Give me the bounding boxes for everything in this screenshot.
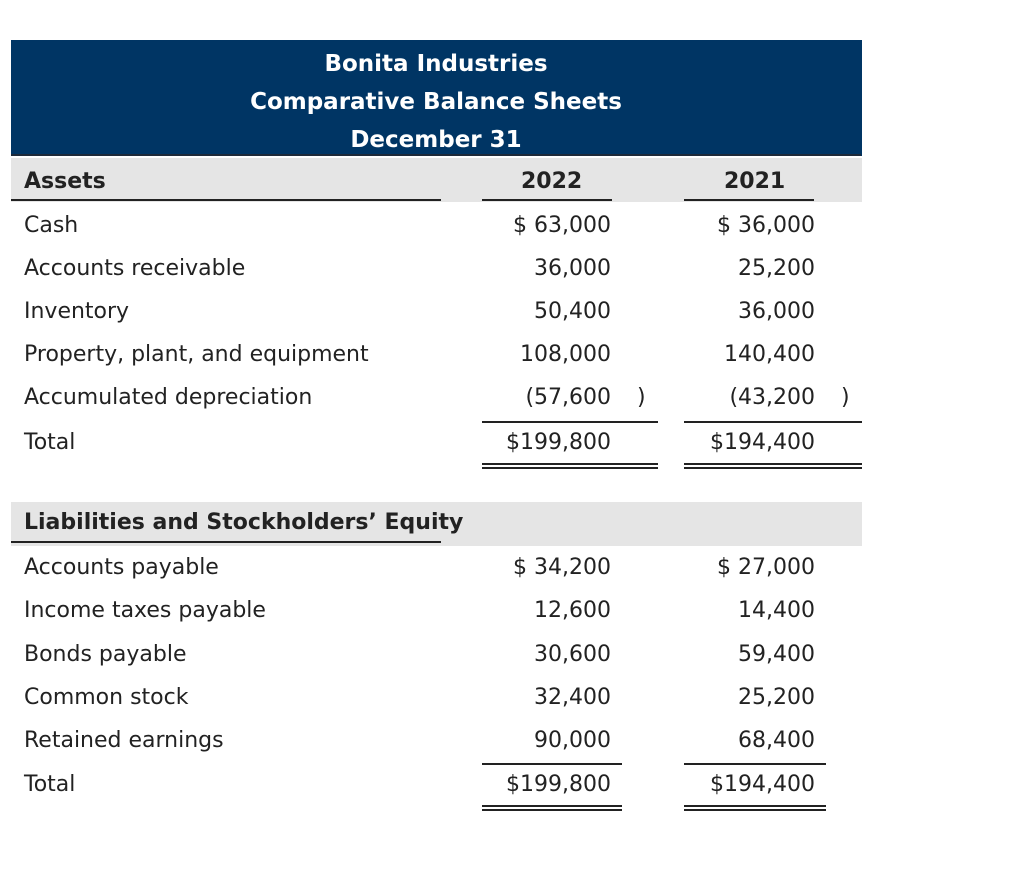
total-double-rule-2022 <box>482 463 658 469</box>
subtotal-rule-2021 <box>684 421 862 423</box>
liability-row-2022: 32,400 <box>534 685 611 710</box>
col-2022-heading: 2022 <box>521 169 583 194</box>
paren-close-2021: ) <box>841 385 850 410</box>
liability-row-2021: $ 27,000 <box>717 555 815 580</box>
liabilities-total-label: Total <box>24 772 76 797</box>
asset-row-2022: 108,000 <box>520 342 611 367</box>
liability-row-label: Accounts payable <box>24 555 219 580</box>
liability-row-2021: 14,400 <box>738 598 815 623</box>
liability-row-label: Bonds payable <box>24 642 187 667</box>
assets-heading-underline <box>11 199 441 201</box>
assets-total-2022: $199,800 <box>506 430 611 455</box>
assets-total-2021: $194,400 <box>710 430 815 455</box>
liability-row-label: Income taxes payable <box>24 598 266 623</box>
asset-row-2022: (57,600 <box>525 385 611 410</box>
liability-row-2022: 12,600 <box>534 598 611 623</box>
liability-row-2022: 30,600 <box>534 642 611 667</box>
statement-date: December 31 <box>350 127 522 153</box>
statement-header <box>11 40 862 156</box>
total-double-rule-2022 <box>482 805 622 811</box>
balance-sheet <box>11 40 862 797</box>
asset-row-2021: 36,000 <box>738 299 815 324</box>
asset-row-2021: (43,200 <box>729 385 815 410</box>
asset-row-label: Inventory <box>24 299 130 324</box>
liability-row-label: Common stock <box>24 685 189 710</box>
liabilities-heading-underline <box>11 541 441 543</box>
assets-total-label: Total <box>24 430 76 455</box>
assets-heading: Assets <box>24 169 106 194</box>
col-2021-underline <box>684 199 814 201</box>
statement-title: Comparative Balance Sheets <box>250 89 622 115</box>
paren-close-2022: ) <box>637 385 646 410</box>
asset-row-2022: 50,400 <box>534 299 611 324</box>
subtotal-rule-2021 <box>684 763 826 765</box>
liability-row-2021: 59,400 <box>738 642 815 667</box>
col-2021-heading: 2021 <box>724 169 786 194</box>
total-double-rule-2021 <box>684 805 826 811</box>
col-2022-underline <box>482 199 612 201</box>
asset-row-label: Cash <box>24 213 79 238</box>
company-name: Bonita Industries <box>324 51 548 77</box>
subtotal-rule-2022 <box>482 763 622 765</box>
liabilities-total-2021: $194,400 <box>710 772 815 797</box>
asset-row-2021: 140,400 <box>724 342 815 367</box>
asset-row-2021: $ 36,000 <box>717 213 815 238</box>
liability-row-label: Retained earnings <box>24 728 224 753</box>
asset-row-label: Accounts receivable <box>24 256 246 281</box>
liabilities-heading: Liabilities and Stockholders’ Equity <box>24 510 464 535</box>
asset-row-2021: 25,200 <box>738 256 815 281</box>
asset-row-label: Accumulated depreciation <box>24 385 313 410</box>
liability-row-2022: $ 34,200 <box>513 555 611 580</box>
liabilities-total-2022: $199,800 <box>506 772 611 797</box>
asset-row-2022: $ 63,000 <box>513 213 611 238</box>
subtotal-rule-2022 <box>482 421 658 423</box>
total-double-rule-2021 <box>684 463 862 469</box>
liability-row-2022: 90,000 <box>534 728 611 753</box>
asset-row-label: Property, plant, and equipment <box>24 342 369 367</box>
liability-row-2021: 68,400 <box>738 728 815 753</box>
asset-row-2022: 36,000 <box>534 256 611 281</box>
liability-row-2021: 25,200 <box>738 685 815 710</box>
header-rule <box>11 154 861 156</box>
